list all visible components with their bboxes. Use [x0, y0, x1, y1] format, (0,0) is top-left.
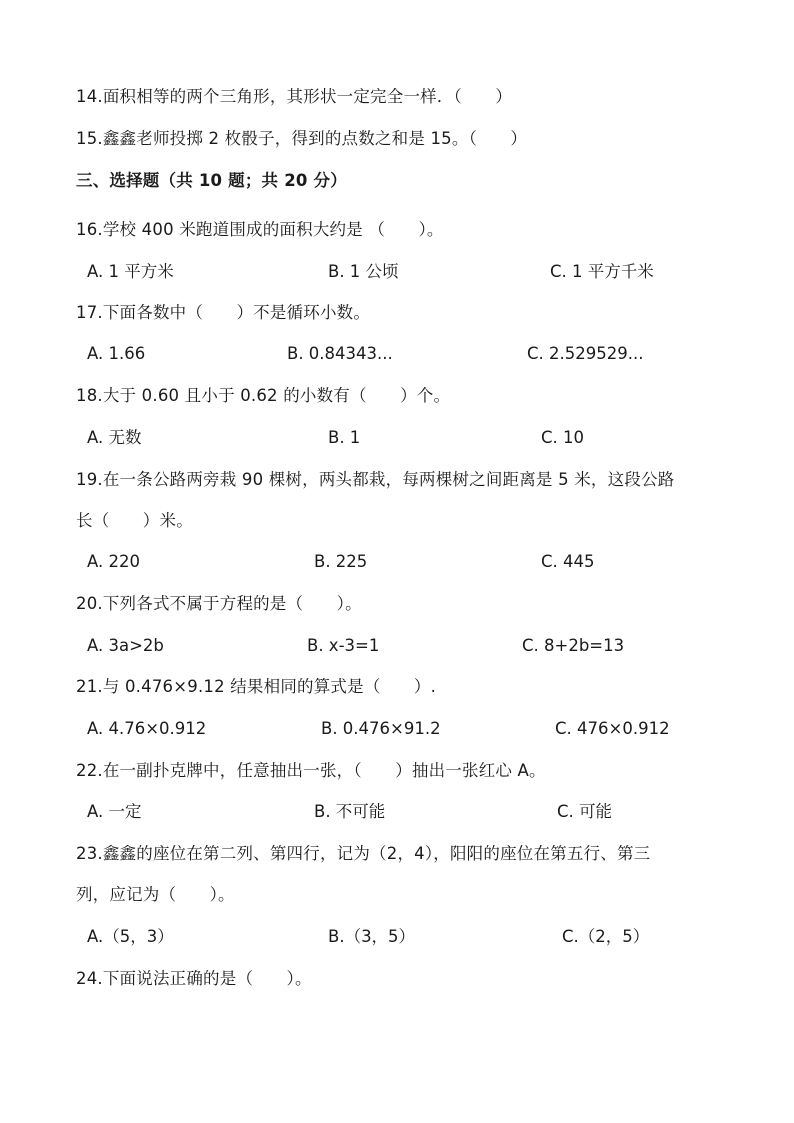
- question-14: 14.面积相等的两个三角形，其形状一定完全一样．（ ）: [76, 87, 513, 106]
- question-16: 16.学校 400 米跑道围成的面积大约是 （ ）。: [76, 220, 444, 239]
- q18-option-b: B. 1: [328, 428, 361, 447]
- q20-option-a: A. 3a>2b: [87, 636, 164, 655]
- q23-option-b: B.（3，5）: [328, 927, 416, 946]
- q20-option-b: B. x-3=1: [307, 636, 380, 655]
- question-18: 18.大于 0.60 且小于 0.62 的小数有（ ）个。: [76, 386, 451, 405]
- q17-option-c: C. 2.529529...: [527, 344, 644, 363]
- question-19-line2: 长（ ）米。: [76, 511, 193, 530]
- question-24: 24.下面说法正确的是（ ）。: [76, 969, 312, 988]
- q22-option-c: C. 可能: [557, 802, 613, 821]
- q17-option-a: A. 1.66: [87, 344, 146, 363]
- q19-option-a: A. 220: [87, 552, 140, 571]
- question-22: 22.在一副扑克牌中，任意抽出一张，（ ）抽出一张红心 A。: [76, 761, 546, 780]
- question-17: 17.下面各数中（ ）不是循环小数。: [76, 303, 371, 322]
- q21-option-c: C. 476×0.912: [555, 719, 670, 738]
- q21-option-a: A. 4.76×0.912: [87, 719, 207, 738]
- q21-option-b: B. 0.476×91.2: [321, 719, 441, 738]
- question-19-line1: 19.在一条公路两旁栽 90 棵树，两头都栽，每两棵树之间距离是 5 米，这段公路: [76, 470, 675, 489]
- question-23-line2: 列，应记为（ ）。: [76, 885, 235, 904]
- q18-option-a: A. 无数: [87, 428, 142, 447]
- q16-option-a: A. 1 平方米: [87, 262, 174, 281]
- q20-option-c: C. 8+2b=13: [522, 636, 625, 655]
- question-20: 20.下列各式不属于方程的是（ ）。: [76, 594, 362, 613]
- q16-option-b: B. 1 公顷: [328, 262, 399, 281]
- section-title: 三、选择题（共 10 题；共 20 分）: [76, 171, 347, 190]
- question-21: 21.与 0.476×9.12 结果相同的算式是（ ）.: [76, 677, 437, 696]
- q19-option-b: B. 225: [314, 552, 368, 571]
- question-15: 15.鑫鑫老师投掷 2 枚骰子，得到的点数之和是 15。（ ）: [76, 129, 528, 148]
- q16-option-c: C. 1 平方千米: [550, 262, 654, 281]
- q19-option-c: C. 445: [541, 552, 595, 571]
- q18-option-c: C. 10: [541, 428, 585, 447]
- q23-option-a: A.（5，3）: [87, 927, 174, 946]
- q22-option-b: B. 不可能: [314, 802, 386, 821]
- question-23-line1: 23.鑫鑫的座位在第二列、第四行，记为（2，4），阳阳的座位在第五行、第三: [76, 844, 651, 863]
- q23-option-c: C.（2，5）: [562, 927, 650, 946]
- q22-option-a: A. 一定: [87, 802, 142, 821]
- q17-option-b: B. 0.84343...: [287, 344, 393, 363]
